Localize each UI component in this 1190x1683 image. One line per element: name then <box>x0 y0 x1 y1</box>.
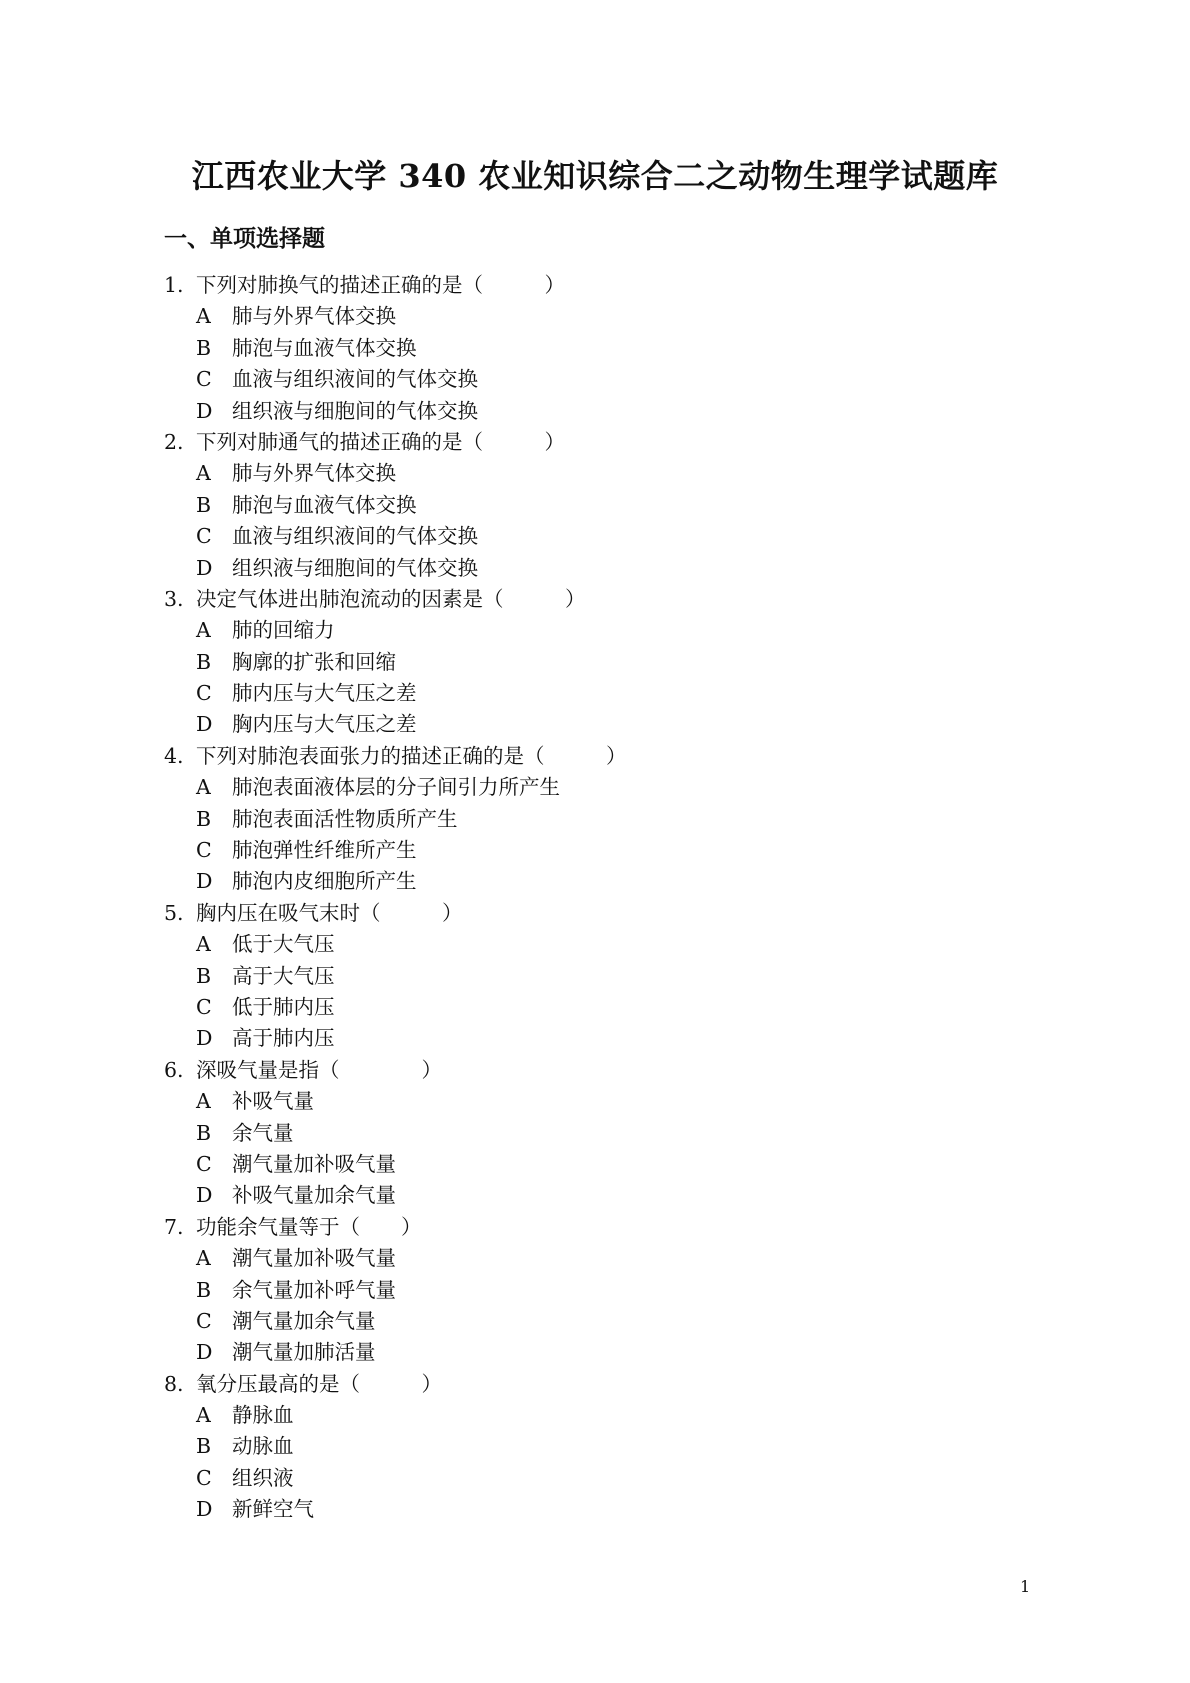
option-letter: D <box>196 1340 213 1365</box>
answer-option <box>164 1023 1064 1054</box>
answer-option <box>164 1400 1064 1431</box>
option-text: 补吸气量 <box>232 1089 314 1114</box>
option-text: 动脉血 <box>232 1434 294 1459</box>
answer-option <box>164 1243 1064 1274</box>
option-text: 余气量加补呼气量 <box>232 1277 396 1302</box>
document-title: 江西农业大学 340 农业知识综合二之动物生理学试题库 <box>191 157 999 195</box>
option-text: 静脉血 <box>232 1403 294 1428</box>
question-text: 决定气体进出肺泡流动的因素是（ ） <box>196 586 586 611</box>
question-item <box>164 1055 1064 1212</box>
answer-option <box>164 396 1064 427</box>
answer-option <box>164 1494 1064 1525</box>
option-letter: B <box>196 492 212 517</box>
option-text: 胸内压与大气压之差 <box>232 712 417 737</box>
question-item <box>164 741 1064 898</box>
answer-option <box>164 1306 1064 1337</box>
option-text: 肺泡表面液体层的分子间引力所产生 <box>232 775 560 800</box>
answer-option <box>164 553 1064 584</box>
question-text: 下列对肺泡表面张力的描述正确的是（ ） <box>196 743 627 768</box>
option-letter: A <box>196 1089 211 1114</box>
option-letter: B <box>196 1120 212 1145</box>
section-heading: 一、单项选择题 <box>164 225 325 252</box>
question-number: 2. <box>164 429 184 454</box>
option-letter: A <box>196 461 211 486</box>
option-text: 组织液与细胞间的气体交换 <box>232 398 478 423</box>
option-letter: C <box>196 994 212 1019</box>
question-number: 6. <box>164 1057 184 1082</box>
question-stem <box>164 427 1064 458</box>
option-text: 肺与外界气体交换 <box>232 304 396 329</box>
question-stem <box>164 741 1064 772</box>
option-letter: D <box>196 1183 213 1208</box>
question-number: 5. <box>164 900 184 925</box>
question-item <box>164 898 1064 1055</box>
option-letter: B <box>196 649 212 674</box>
answer-option <box>164 929 1064 960</box>
question-stem <box>164 1055 1064 1086</box>
option-text: 肺泡内皮细胞所产生 <box>232 869 417 894</box>
option-text: 余气量 <box>232 1120 294 1145</box>
option-text: 高于大气压 <box>232 963 335 988</box>
option-letter: A <box>196 775 211 800</box>
option-letter: D <box>196 1497 213 1522</box>
option-letter: C <box>196 681 212 706</box>
question-text: 胸内压在吸气末时（ ） <box>196 900 463 925</box>
answer-option <box>164 333 1064 364</box>
question-number: 4. <box>164 743 184 768</box>
option-letter: C <box>196 838 212 863</box>
option-letter: C <box>196 367 212 392</box>
option-text: 血液与组织液间的气体交换 <box>232 367 478 392</box>
option-text: 组织液与细胞间的气体交换 <box>232 555 478 580</box>
answer-option <box>164 521 1064 552</box>
answer-option <box>164 1275 1064 1306</box>
question-number: 8. <box>164 1371 184 1396</box>
option-letter: B <box>196 335 212 360</box>
option-letter: B <box>196 1277 212 1302</box>
question-list <box>164 270 1064 1526</box>
option-letter: C <box>196 1465 212 1490</box>
answer-option <box>164 301 1064 332</box>
option-text: 肺泡表面活性物质所产生 <box>232 806 458 831</box>
question-item <box>164 270 1064 427</box>
option-letter: A <box>196 618 211 643</box>
option-text: 肺的回缩力 <box>232 618 335 643</box>
option-letter: C <box>196 1308 212 1333</box>
option-letter: B <box>196 806 212 831</box>
question-item <box>164 1212 1064 1369</box>
answer-option <box>164 992 1064 1023</box>
option-letter: D <box>196 1026 213 1051</box>
question-text: 下列对肺换气的描述正确的是（ ） <box>196 273 565 297</box>
answer-option <box>164 709 1064 740</box>
answer-option <box>164 678 1064 709</box>
answer-option <box>164 647 1064 678</box>
option-letter: A <box>196 932 211 957</box>
page-number: 1 <box>1020 1577 1031 1596</box>
answer-option <box>164 1086 1064 1117</box>
question-text: 深吸气量是指（ ） <box>196 1057 442 1082</box>
option-text: 肺泡与血液气体交换 <box>232 335 417 360</box>
option-text: 胸廓的扩张和回缩 <box>232 649 396 674</box>
question-item <box>164 427 1064 584</box>
question-number: 3. <box>164 586 184 611</box>
option-letter: A <box>196 1403 211 1428</box>
option-letter: A <box>196 304 211 329</box>
question-stem <box>164 270 1064 301</box>
option-text: 血液与组织液间的气体交换 <box>232 524 478 549</box>
option-text: 新鲜空气 <box>232 1497 314 1522</box>
option-text: 低于肺内压 <box>232 994 335 1019</box>
option-text: 肺泡弹性纤维所产生 <box>232 838 417 863</box>
answer-option <box>164 1180 1064 1211</box>
answer-option <box>164 490 1064 521</box>
option-text: 高于肺内压 <box>232 1026 335 1051</box>
option-letter: A <box>196 1246 211 1271</box>
option-letter: B <box>196 1434 212 1459</box>
answer-option <box>164 1431 1064 1462</box>
option-text: 肺泡与血液气体交换 <box>232 492 417 517</box>
answer-option <box>164 1118 1064 1149</box>
option-letter: D <box>196 869 213 894</box>
option-text: 组织液 <box>232 1465 294 1490</box>
option-text: 潮气量加补吸气量 <box>232 1151 396 1176</box>
option-text: 补吸气量加余气量 <box>232 1183 396 1208</box>
option-text: 肺与外界气体交换 <box>232 461 396 486</box>
option-letter: D <box>196 555 213 580</box>
question-item <box>164 1369 1064 1526</box>
answer-option <box>164 1463 1064 1494</box>
answer-option <box>164 772 1064 803</box>
option-letter: D <box>196 398 213 423</box>
answer-option <box>164 615 1064 646</box>
question-text: 功能余气量等于（ ） <box>196 1214 422 1239</box>
option-letter: C <box>196 1151 212 1176</box>
option-letter: D <box>196 712 213 737</box>
option-text: 肺内压与大气压之差 <box>232 681 417 706</box>
question-number: 1. <box>164 273 184 297</box>
option-text: 潮气量加补吸气量 <box>232 1246 396 1271</box>
answer-option <box>164 1149 1064 1180</box>
answer-option <box>164 1337 1064 1368</box>
question-stem <box>164 898 1064 929</box>
question-stem <box>164 1369 1064 1400</box>
question-item <box>164 584 1064 741</box>
option-text: 低于大气压 <box>232 932 335 957</box>
option-text: 潮气量加余气量 <box>232 1308 376 1333</box>
answer-option <box>164 866 1064 897</box>
answer-option <box>164 364 1064 395</box>
answer-option <box>164 835 1064 866</box>
question-text: 氧分压最高的是（ ） <box>196 1371 442 1396</box>
answer-option <box>164 961 1064 992</box>
option-text: 潮气量加肺活量 <box>232 1340 376 1365</box>
question-number: 7. <box>164 1214 184 1239</box>
option-letter: B <box>196 963 212 988</box>
question-text: 下列对肺通气的描述正确的是（ ） <box>196 429 565 454</box>
answer-option <box>164 804 1064 835</box>
answer-option <box>164 458 1064 489</box>
question-stem <box>164 1212 1064 1243</box>
option-letter: C <box>196 524 212 549</box>
question-stem <box>164 584 1064 615</box>
